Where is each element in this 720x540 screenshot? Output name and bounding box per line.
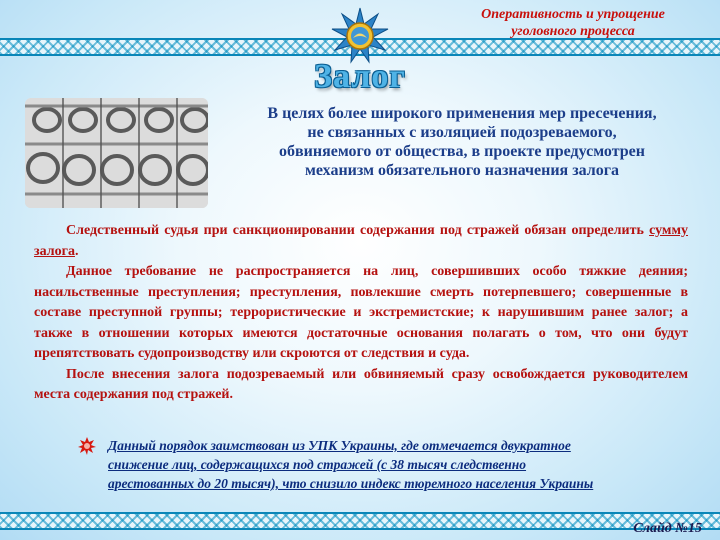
- slide-number: Слайд №15: [633, 521, 702, 536]
- emblem-star-icon: [331, 7, 389, 65]
- body-paragraph-2: Данное требование не распространяется на лиц, совершивших особо тяжкие деяния; насильственные преступления; преступления, повлекшие смерть потерпевшего; совершенные в составе преступной группы; террористические и экстремистские; к нарушившим ранее залог; а также в отношении которых имеются достаточные основания полагать о том, что они будут препятствовать судопроизводству или скроются от следствия и суда.: [34, 264, 688, 361]
- body-p1-end: .: [74, 243, 79, 259]
- footnote-line-1: Данный порядок заимствован из УПК Украины, где отмечается двукратное: [108, 438, 571, 453]
- body-paragraph-3: После внесения залога подозреваемый или обвиняемый сразу освобождается руководителем места содержания под стражей.: [34, 366, 688, 402]
- lead-line-3: обвиняемого от общества, в проекте предусмотрен: [279, 143, 645, 160]
- lead-line-4: механизм обязательного назначения залога: [304, 162, 620, 179]
- lead-line-2: не связанных с изоляцией подозреваемого,: [307, 124, 617, 141]
- red-star-bullet-icon: [78, 437, 96, 455]
- lead-text: [214, 104, 710, 180]
- header-note-line2: уголовного процесса: [511, 24, 635, 39]
- slide-title: Залог: [314, 58, 406, 95]
- body-text: [34, 221, 688, 406]
- body-p1-underlined: сумму залога: [34, 223, 688, 259]
- body-p1-text: Следственный судья при санкционировании содержания под стражей обязан определить: [66, 223, 650, 238]
- footnote-line-3: арестованных до 20 тысяч), что снизило индекс тюремного населения Украины: [108, 476, 594, 491]
- header-note-line1: Оперативность и упрощение: [481, 7, 665, 22]
- header-note: [448, 6, 698, 40]
- lead-line-1: В целях более широкого применения мер пресечения,: [267, 105, 657, 122]
- footnote-line-2: снижение лиц, содержащихся под стражей (с 38 тысяч следственно: [108, 457, 527, 472]
- body-paragraph-1: [34, 221, 688, 262]
- handcuffs-photo: [25, 98, 208, 208]
- footnote: [108, 436, 693, 493]
- bottom-ornament-band: [0, 512, 720, 530]
